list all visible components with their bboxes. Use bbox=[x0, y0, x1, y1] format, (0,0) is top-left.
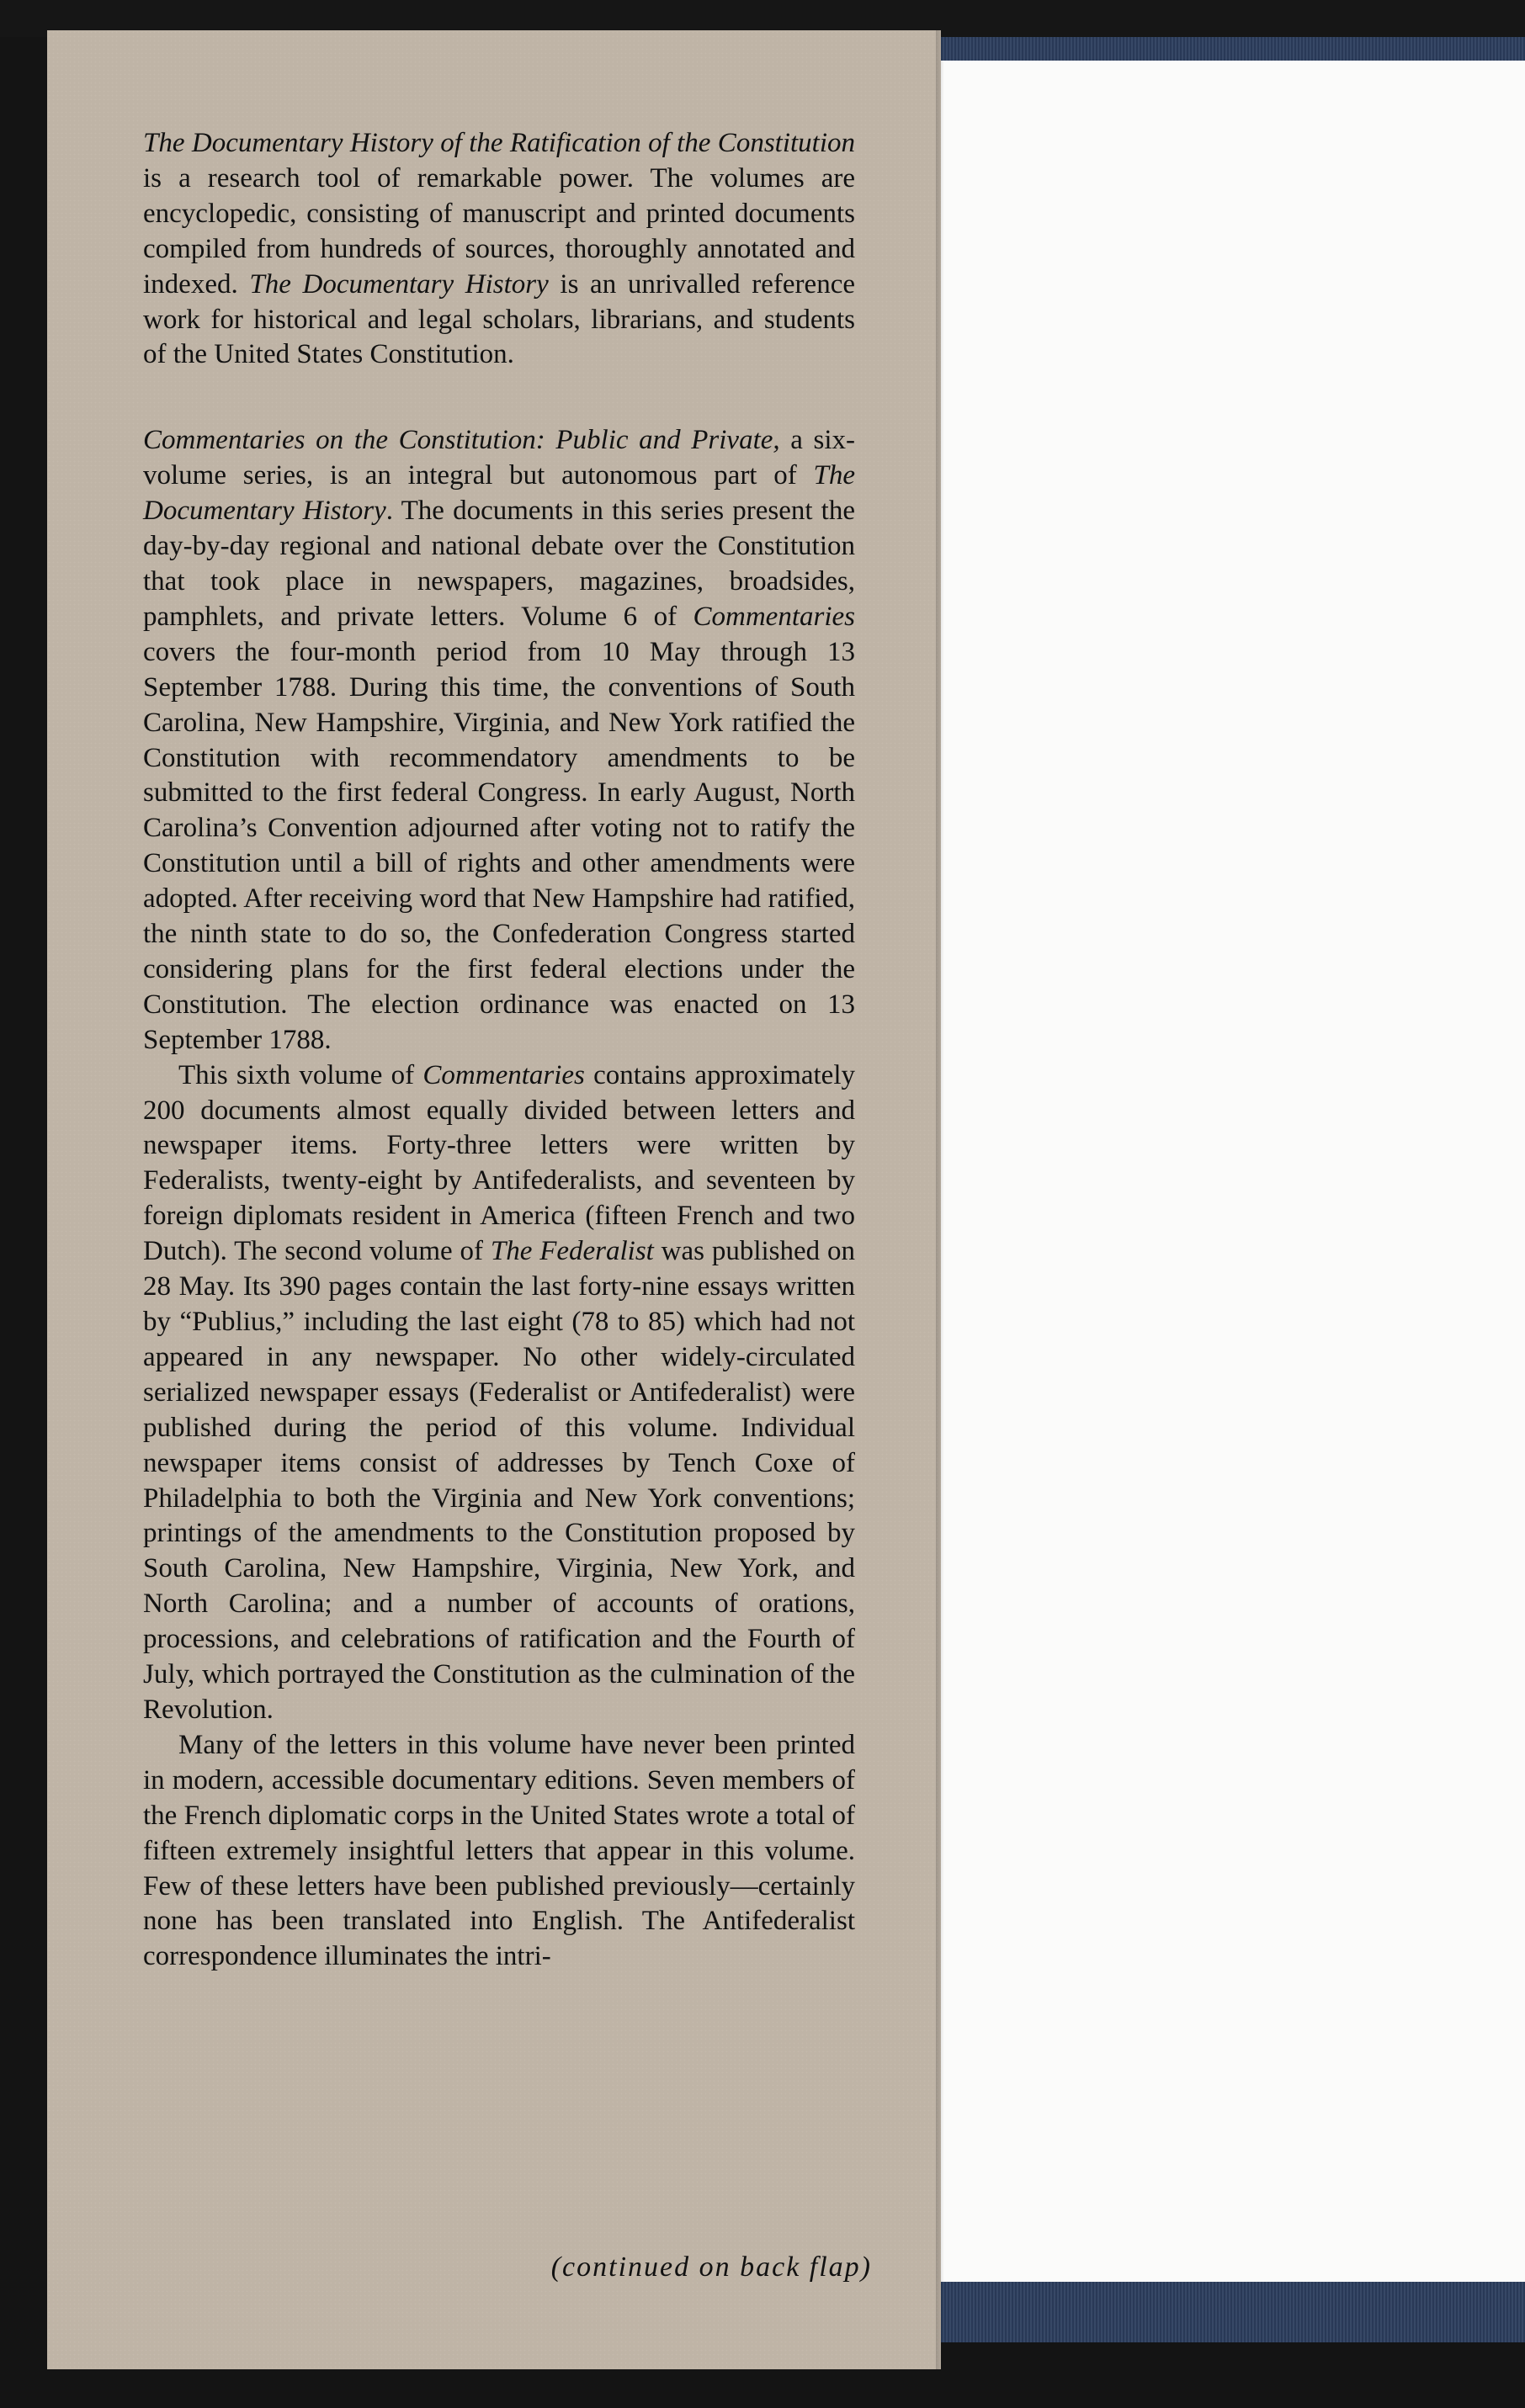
paragraph-documentary-history bbox=[143, 126, 855, 373]
title-federalist: The Federalist bbox=[490, 1236, 654, 1267]
paragraph-text: a six-volume series, is an integral but autonomous part of bbox=[143, 425, 855, 491]
paragraph-text: was published on 28 May. Its 390 pages contain the last forty-nine essays written by “Publius,” including the last eight (78 to 85) which had not appeared in any newspaper. No other widely-circulated serialized newspaper essays (Federalist or Antifederalist) were published during the period of this volume. Individual newspaper items consist of addresses by Tench Coxe of Philadelphia to both the Virginia and New York conventions; printings of the amendments to the Constitution proposed by South Carolina, New Hampshire, Virginia, New York, and North Carolina; and a number of accounts of orations, processions, and celebrations of ratification and the Fourth of July, which portrayed the Constitution as the culmination of the Revolution. bbox=[143, 1236, 855, 1725]
title-documentary-history-short: The Documentary History bbox=[249, 268, 549, 300]
paragraph-text: is an unrivalled reference work for historical and legal scholars, librarians, and students of the United States Constitution. bbox=[143, 268, 855, 370]
title-documentary-history: The Documentary History of the Ratification of the Constitution bbox=[143, 128, 855, 158]
continued-note: (continued on back flap) bbox=[550, 2252, 872, 2283]
flap-copy bbox=[143, 126, 855, 1975]
paragraph-text: is a research tool of remarkable power. The volumes are encyclopedic, consisting of manuscript and printed documents compiled from hundreds of sources, thoroughly annotated and indexed. bbox=[143, 162, 855, 300]
paragraph-sixth-volume bbox=[143, 1058, 855, 1728]
paragraph-text: contains approximately 200 documents almost equally divided between letters and newspaper items. Forty-three letters were written by Federalists, twenty-eight by Antifederalists, and seventeen by foreign diplomats resident in America (fifteen French and two Dutch). The second volume of bbox=[143, 1059, 855, 1267]
paragraph-letters bbox=[143, 1728, 855, 1975]
title-documentary-history-short: The Documentary History bbox=[143, 460, 855, 527]
paragraph-text: Many of the letters in this volume have never been printed in modern, accessible documentary editions. Seven members of the French diplomatic corps in the United States wrote a total of fifteen extremely insightful letters that appear in this volume. Few of these letters have been published previously—certainly none has been translated into English. The Antifederalist correspondence illuminates the intri- bbox=[143, 1729, 855, 1972]
title-commentaries-short: Commentaries bbox=[422, 1059, 585, 1090]
flap-edge-shadow bbox=[936, 30, 944, 2369]
title-commentaries-short: Commentaries bbox=[693, 601, 855, 632]
paragraph-text: This sixth volume of bbox=[178, 1059, 423, 1090]
title-commentaries: Commentaries on the Constitution: Public and Private, bbox=[143, 425, 780, 456]
paragraph-text: . The documents in this series present the day-by-day regional and national debate over the Constitution that took place in newspapers, magazines, broadsides, pamphlets, and private letters. Volume 6 of bbox=[143, 496, 855, 632]
white-end-sheet bbox=[933, 61, 1525, 2282]
paragraph-text: covers the four-month period from 10 May through 13 September 1788. During this time, the conventions of South Carolina, New Hampshire, Virginia, and New York ratified the Constitution with recommendatory amendments to be submitted to the first federal Congress. In early August, North Carolina’s Convention adjourned after voting not to ratify the Constitution until a bill of rights and other amendments were adopted. After receiving word that New Hampshire had ratified, the ninth state to do so, the Confederation Congress started considering plans for the first federal elections under the Constitution. The election ordinance was enacted on 13 September 1788. bbox=[143, 636, 855, 1055]
paragraph-commentaries bbox=[143, 423, 855, 1058]
